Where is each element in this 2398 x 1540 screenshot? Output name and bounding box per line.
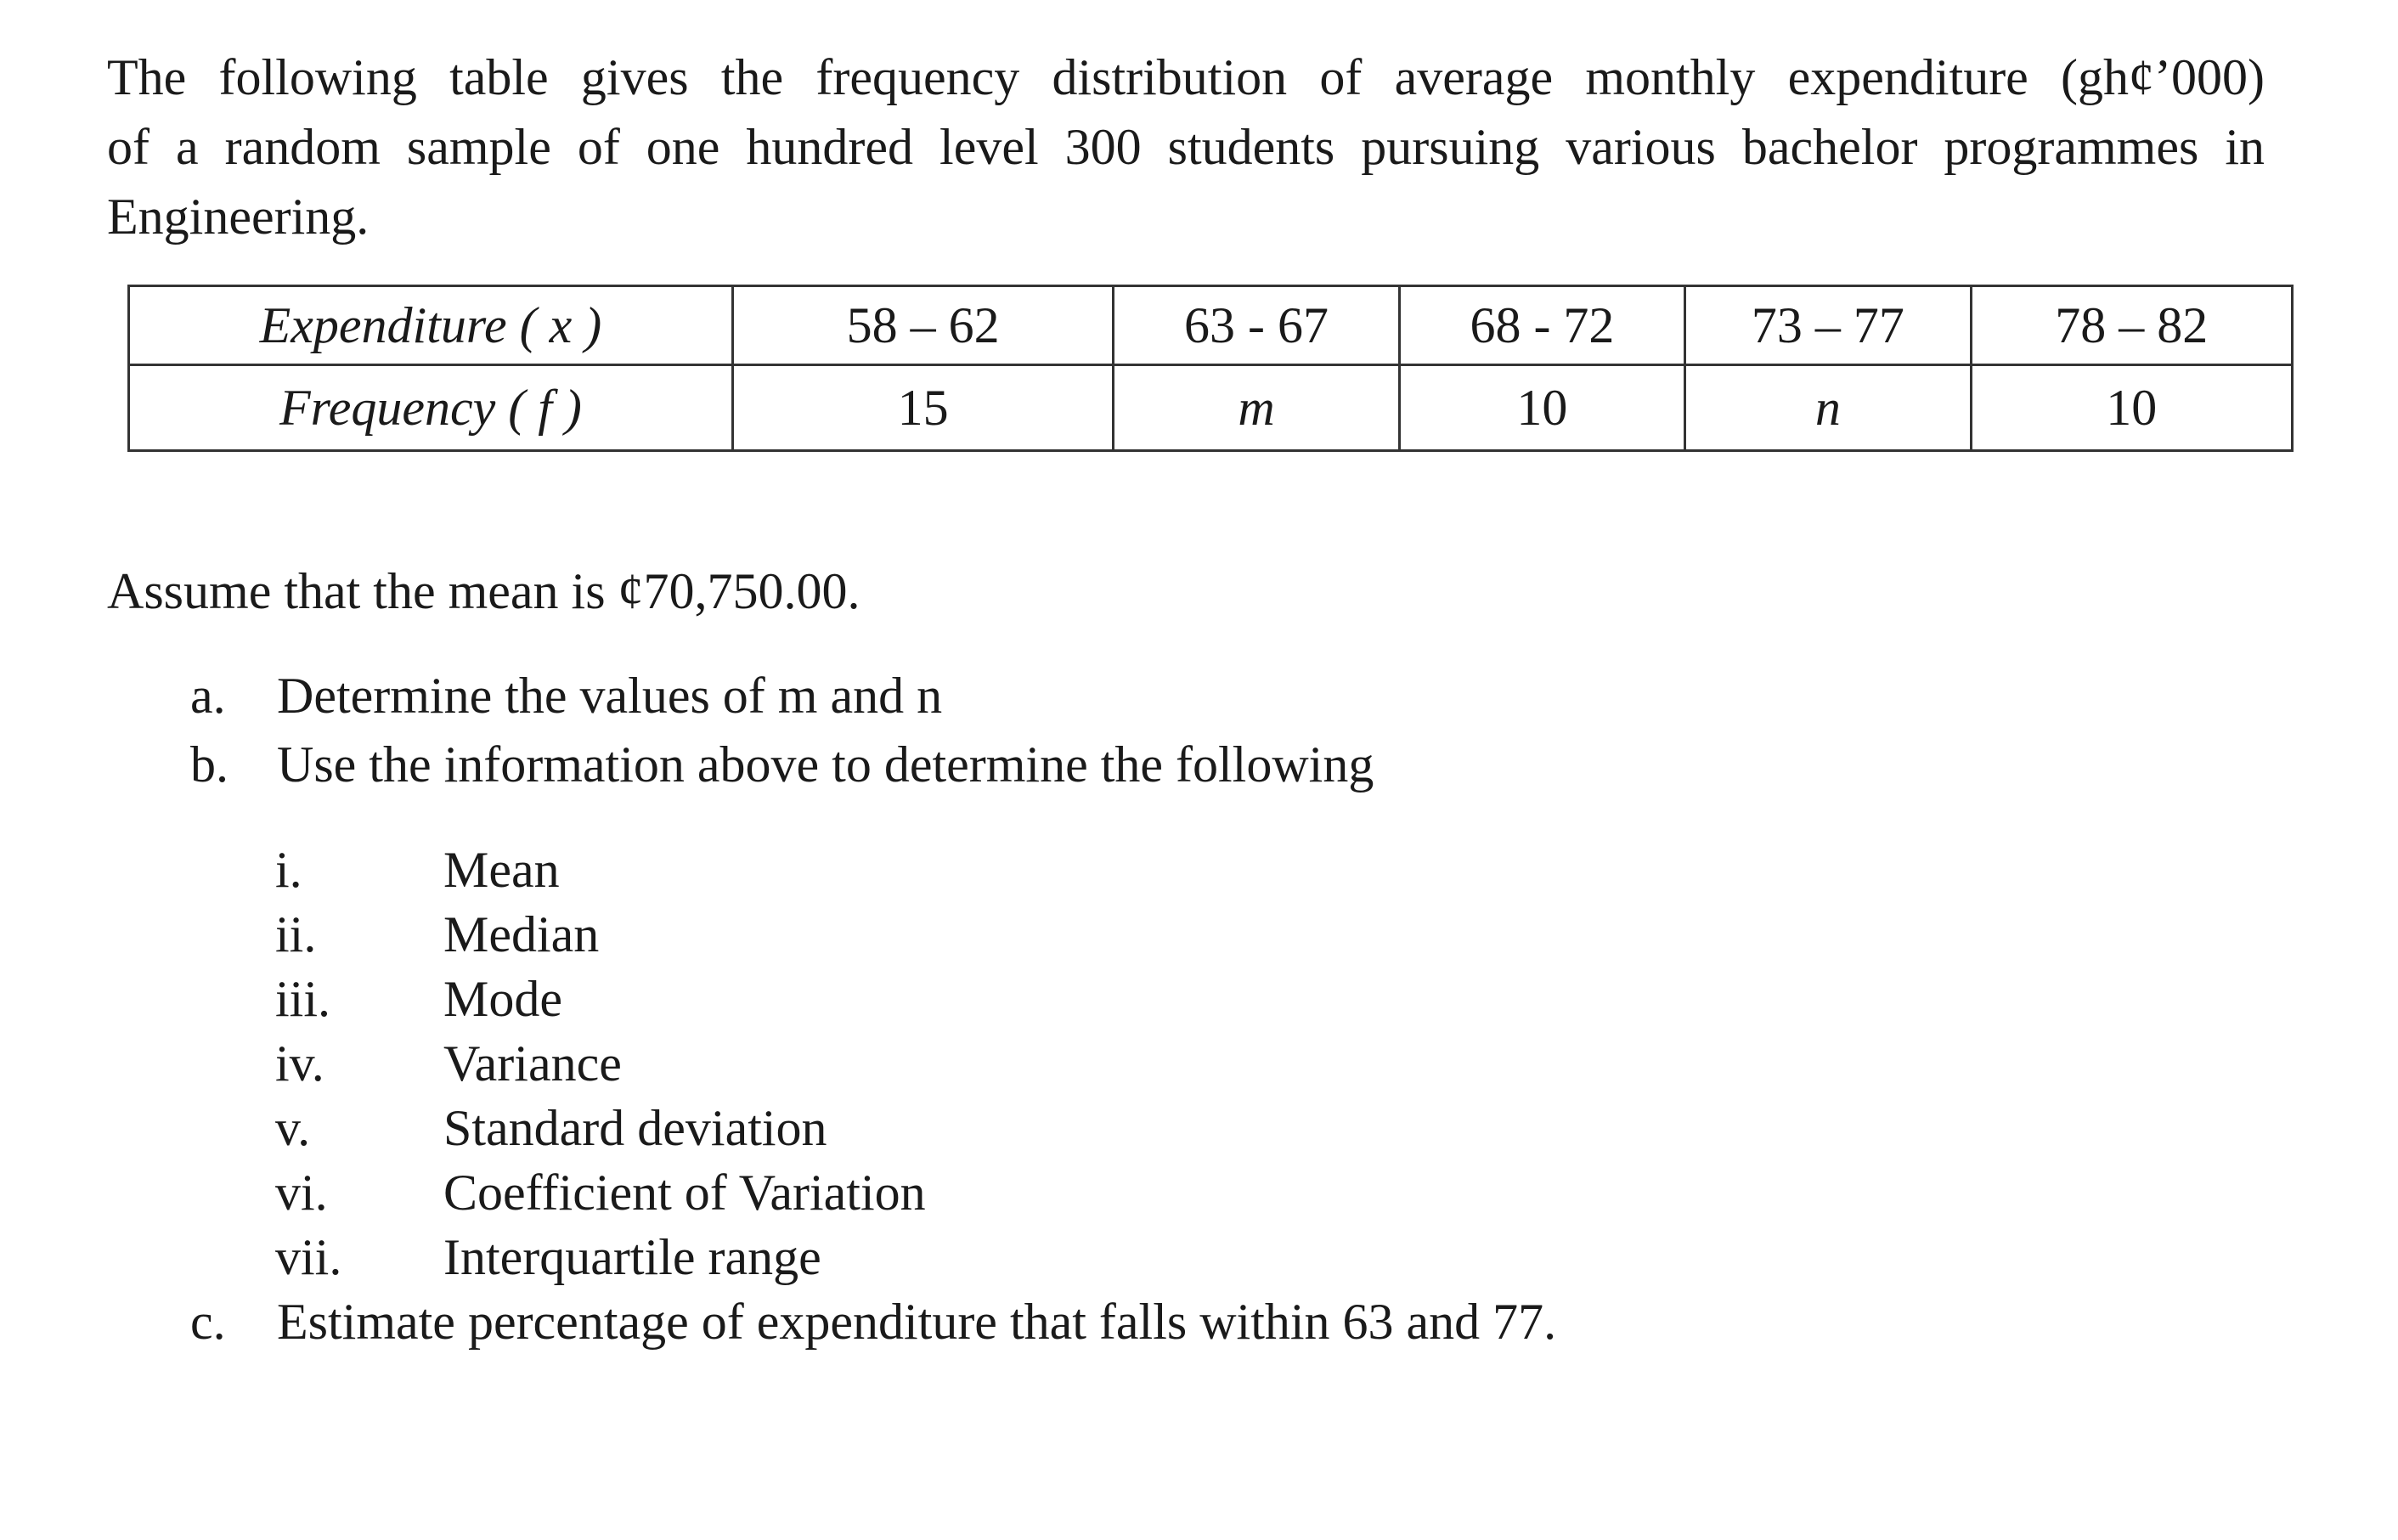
class-cell: 73 – 77 (1685, 286, 1971, 365)
frequency-cell: 10 (1399, 365, 1684, 451)
frequency-cell: 10 (1971, 365, 2292, 451)
question-text: Estimate percentage of expenditure that falls within 63 and 77. (277, 1294, 1557, 1350)
frequency-cell: 15 (732, 365, 1114, 451)
class-cell: 78 – 82 (1971, 286, 2292, 365)
sub-item-number: iii. (275, 971, 331, 1027)
sub-item-text: Median (443, 906, 600, 962)
sub-item-number: v. (275, 1100, 311, 1156)
intro-line-1: The following table gives the frequency distribution of average monthly expenditure (gh¢’000) (107, 49, 2265, 105)
expenditure-label: Expenditure ( x ) (129, 286, 733, 365)
intro-line-3: Engineering. (107, 189, 370, 245)
frequency-label: Frequency ( f ) (129, 365, 733, 451)
expenditure-row (129, 286, 2293, 365)
sub-item-number: iv. (275, 1035, 324, 1092)
frequency-cell: m (1114, 365, 1399, 451)
question-text: Determine the values of m and n (277, 668, 943, 724)
question-letter: c. (190, 1294, 226, 1350)
sub-item-text: Mean (443, 842, 560, 898)
mean-assumption: Assume that the mean is ¢70,750.00. (107, 563, 860, 619)
question-letter: b. (190, 736, 229, 793)
intro-line-2: of a random sample of one hundred level 300 students pursuing various bachelor programmes in (107, 119, 2265, 175)
sub-item-number: vii. (275, 1229, 342, 1285)
sub-item-text: Standard deviation (443, 1100, 827, 1156)
sub-item-text: Interquartile range (443, 1229, 821, 1285)
sub-item-text: Variance (443, 1035, 622, 1092)
sub-item-number: vi. (275, 1165, 328, 1221)
frequency-cell: n (1685, 365, 1971, 451)
sub-item-number: ii. (275, 906, 317, 962)
sub-item-text: Coefficient of Variation (443, 1165, 926, 1221)
class-cell: 63 - 67 (1114, 286, 1399, 365)
frequency-table (127, 285, 2294, 452)
intro-paragraph (107, 42, 2316, 251)
sub-item-number: i. (275, 842, 302, 898)
question-text: Use the information above to determine the following (277, 736, 1374, 793)
frequency-row (129, 365, 2293, 451)
sub-item-text: Mode (443, 971, 562, 1027)
class-cell: 68 - 72 (1399, 286, 1684, 365)
class-cell: 58 – 62 (732, 286, 1114, 365)
question-letter: a. (190, 668, 226, 724)
